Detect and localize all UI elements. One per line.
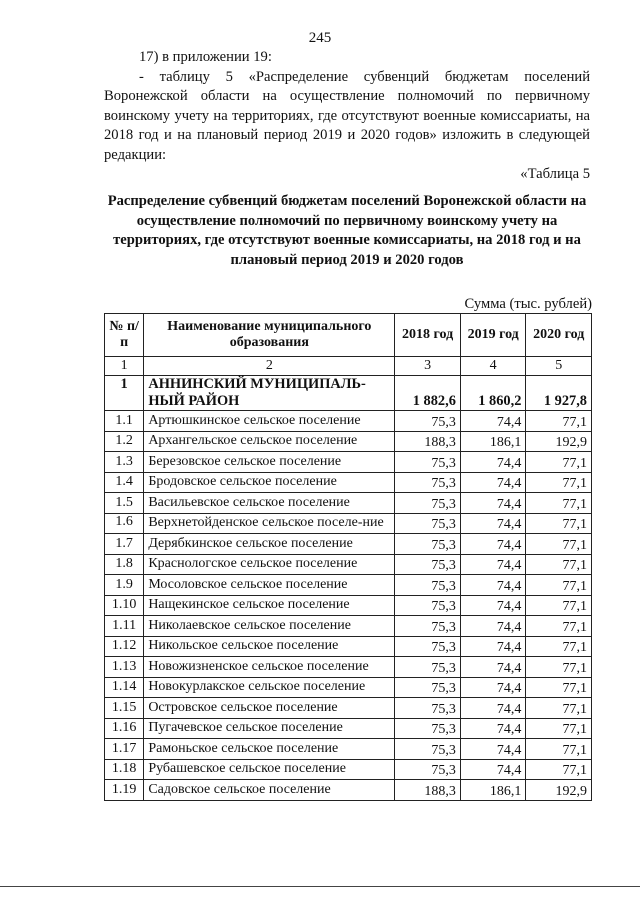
table-row [105, 739, 592, 760]
row-name: Островское сельское поселение [144, 698, 395, 719]
intro-paragraph: - таблицу 5 «Распределение субвенций бюджетам поселений Воронежской области на осуществление полномочий по первичному воинскому учету на территориях, где отсутствуют военные комиссариаты, на 2018 год и на плановый период 2019 и 2020 годов» изложить в следующей редакции: [104, 68, 590, 163]
row-name: Пугачевское сельское поселение [144, 718, 395, 739]
row-2019: 74,4 [460, 636, 526, 657]
row-num: 1.16 [105, 718, 144, 739]
row-num: 1.6 [105, 513, 144, 534]
row-num: 1.10 [105, 595, 144, 616]
table-title: Распределение субвенций бюджетам поселений Воронежской области на осуществление полномочий по первичному воинскому учету на территориях, где отсутствуют военные комиссариаты, на 2018 год и на плановый период 2019 и 2020 годов [107, 193, 587, 268]
row-2020: 77,1 [526, 452, 592, 473]
table-row [105, 472, 592, 493]
row-2019: 74,4 [460, 513, 526, 534]
row-num: 1.8 [105, 554, 144, 575]
row-2020: 77,1 [526, 513, 592, 534]
row-num: 1.14 [105, 677, 144, 698]
page-number: 245 [308, 30, 332, 46]
row-name: Верхнетойденское сельское поселе-ние [144, 513, 395, 534]
row-2020: 77,1 [526, 698, 592, 719]
row-name: Николаевское сельское поселение [144, 616, 395, 637]
row-num: 1.9 [105, 575, 144, 596]
row-2019: 74,4 [460, 718, 526, 739]
table-row [105, 616, 592, 637]
table-row [105, 534, 592, 555]
row-2019: 74,4 [460, 472, 526, 493]
row-2020: 77,1 [526, 411, 592, 432]
header-num: № п/п [105, 314, 144, 357]
row-2018: 75,3 [395, 677, 461, 698]
row-name: Никольское сельское поселение [144, 636, 395, 657]
region-row [105, 376, 592, 411]
region-name: АННИНСКИЙ МУНИЦИПАЛЬ-НЫЙ РАЙОН [144, 376, 395, 411]
row-2020: 77,1 [526, 595, 592, 616]
table-header-row [105, 314, 592, 357]
table-row [105, 759, 592, 780]
row-name: Рубашевское сельское поселение [144, 759, 395, 780]
header-name: Наименование муниципального образования [144, 314, 395, 357]
index-cell: 3 [395, 357, 461, 376]
row-2020: 192,9 [526, 431, 592, 452]
row-num: 1.3 [105, 452, 144, 473]
row-2020: 192,9 [526, 780, 592, 801]
table-row [105, 554, 592, 575]
index-cell: 2 [144, 357, 395, 376]
row-name: Васильевское сельское поселение [144, 493, 395, 514]
row-2018: 75,3 [395, 636, 461, 657]
row-2019: 74,4 [460, 493, 526, 514]
row-name: Архангельское сельское поселение [144, 431, 395, 452]
row-2019: 74,4 [460, 575, 526, 596]
row-2018: 75,3 [395, 472, 461, 493]
row-num: 1.1 [105, 411, 144, 432]
row-num: 1.13 [105, 657, 144, 678]
row-2020: 77,1 [526, 677, 592, 698]
row-2020: 77,1 [526, 472, 592, 493]
row-2019: 74,4 [460, 677, 526, 698]
row-2020: 77,1 [526, 759, 592, 780]
row-2019: 186,1 [460, 780, 526, 801]
table-row [105, 698, 592, 719]
intro-text [104, 48, 590, 185]
row-2020: 77,1 [526, 534, 592, 555]
table-row [105, 636, 592, 657]
row-2020: 77,1 [526, 657, 592, 678]
row-2018: 75,3 [395, 513, 461, 534]
row-2019: 74,4 [460, 411, 526, 432]
row-2020: 77,1 [526, 575, 592, 596]
table-row [105, 780, 592, 801]
row-name: Мосоловское сельское поселение [144, 575, 395, 596]
table-row [105, 718, 592, 739]
row-num: 1.17 [105, 739, 144, 760]
row-2019: 74,4 [460, 759, 526, 780]
row-2019: 74,4 [460, 698, 526, 719]
row-2018: 75,3 [395, 616, 461, 637]
row-num: 1.5 [105, 493, 144, 514]
index-cell: 5 [526, 357, 592, 376]
row-2019: 74,4 [460, 534, 526, 555]
row-num: 1.4 [105, 472, 144, 493]
table-row [105, 493, 592, 514]
row-2020: 77,1 [526, 718, 592, 739]
row-2019: 74,4 [460, 616, 526, 637]
row-2018: 75,3 [395, 493, 461, 514]
table-row [105, 411, 592, 432]
row-2020: 77,1 [526, 554, 592, 575]
row-2018: 75,3 [395, 554, 461, 575]
row-name: Новожизненское сельское поселение [144, 657, 395, 678]
row-2018: 75,3 [395, 718, 461, 739]
table-row [105, 677, 592, 698]
region-num: 1 [105, 376, 144, 411]
table-row [105, 452, 592, 473]
row-2019: 74,4 [460, 452, 526, 473]
row-num: 1.2 [105, 431, 144, 452]
row-name: Нащекинское сельское поселение [144, 595, 395, 616]
row-name: Рамоньское сельское поселение [144, 739, 395, 760]
row-2019: 74,4 [460, 657, 526, 678]
row-num: 1.19 [105, 780, 144, 801]
subvention-table [104, 313, 592, 801]
row-2020: 77,1 [526, 739, 592, 760]
table-row [105, 595, 592, 616]
row-2019: 74,4 [460, 739, 526, 760]
row-2019: 74,4 [460, 595, 526, 616]
index-cell: 1 [105, 357, 144, 376]
row-name: Новокурлакское сельское поселение [144, 677, 395, 698]
region-2019: 1 860,2 [460, 376, 526, 411]
row-2020: 77,1 [526, 636, 592, 657]
row-2018: 75,3 [395, 759, 461, 780]
row-name: Березовское сельское поселение [144, 452, 395, 473]
table-row [105, 657, 592, 678]
row-2018: 75,3 [395, 575, 461, 596]
table-row [105, 575, 592, 596]
row-2018: 75,3 [395, 698, 461, 719]
row-name: Артюшкинское сельское поселение [144, 411, 395, 432]
row-num: 1.11 [105, 616, 144, 637]
row-2018: 75,3 [395, 657, 461, 678]
row-2020: 77,1 [526, 616, 592, 637]
row-name: Краснологское сельское поселение [144, 554, 395, 575]
row-name: Садовское сельское поселение [144, 780, 395, 801]
row-2019: 74,4 [460, 554, 526, 575]
row-2018: 75,3 [395, 739, 461, 760]
header-2019: 2019 год [460, 314, 526, 357]
row-num: 1.7 [105, 534, 144, 555]
sum-unit-label: Сумма (тыс. рублей) [464, 296, 592, 312]
table-row [105, 513, 592, 534]
region-2018: 1 882,6 [395, 376, 461, 411]
row-2018: 75,3 [395, 411, 461, 432]
header-2018: 2018 год [395, 314, 461, 357]
footer-divider [0, 886, 640, 887]
row-2018: 75,3 [395, 534, 461, 555]
row-2018: 75,3 [395, 595, 461, 616]
region-2020: 1 927,8 [526, 376, 592, 411]
table-row [105, 431, 592, 452]
row-2018: 188,3 [395, 431, 461, 452]
row-name: Бродовское сельское поселение [144, 472, 395, 493]
header-2020: 2020 год [526, 314, 592, 357]
row-2019: 186,1 [460, 431, 526, 452]
row-num: 1.18 [105, 759, 144, 780]
row-num: 1.15 [105, 698, 144, 719]
row-2018: 75,3 [395, 452, 461, 473]
row-2018: 188,3 [395, 780, 461, 801]
row-num: 1.12 [105, 636, 144, 657]
intro-line: 17) в приложении 19: [139, 49, 272, 65]
table-label: «Таблица 5 [520, 166, 590, 182]
column-index-row [105, 357, 592, 376]
index-cell: 4 [460, 357, 526, 376]
row-name: Дерябкинское сельское поселение [144, 534, 395, 555]
row-2020: 77,1 [526, 493, 592, 514]
